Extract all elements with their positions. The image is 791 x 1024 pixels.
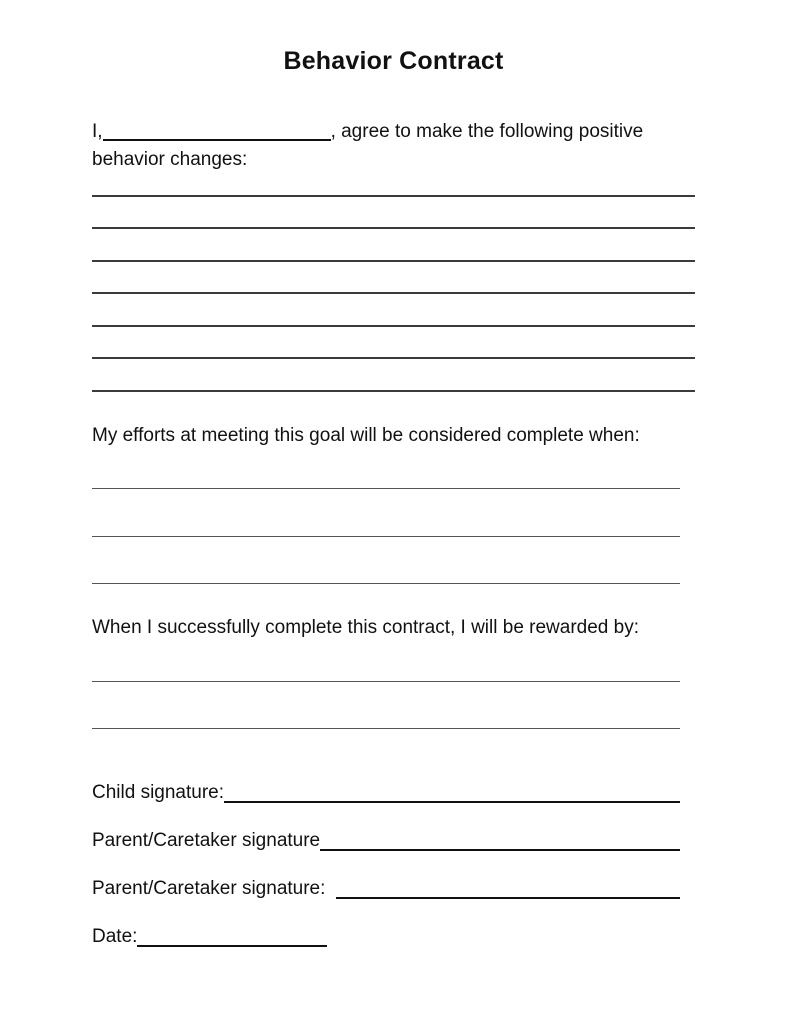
writing-line (92, 294, 695, 327)
reward-heading: When I successfully complete this contract, I will be rewarded by: (92, 617, 640, 638)
writing-line (92, 682, 680, 730)
writing-line (92, 327, 695, 360)
writing-line (92, 359, 695, 392)
parent-signature-row-2 (92, 875, 680, 903)
parent-signature-line-1 (320, 827, 680, 851)
intro-text: , agree to make the following positive behavior changes: (92, 121, 644, 170)
parent-signature-row-1 (92, 827, 680, 855)
date-row (92, 923, 680, 951)
writing-line (92, 489, 680, 537)
completion-criteria-heading: My efforts at meeting this goal will be considered complete when: (92, 424, 640, 446)
intro-prefix: I, (92, 121, 103, 142)
parent-signature-line-2 (336, 875, 680, 899)
parent-signature-label-2: Parent/Caretaker signature: (92, 878, 326, 899)
child-signature-line (224, 779, 680, 803)
completion-criteria-writing-lines (92, 442, 680, 585)
writing-line (92, 229, 695, 262)
name-blank-field (103, 139, 331, 141)
writing-line (92, 262, 695, 295)
child-signature-label: Child signature: (92, 782, 225, 803)
writing-line (92, 537, 680, 585)
page-title: Behavior Contract (283, 47, 504, 75)
date-label: Date: (92, 926, 138, 947)
writing-line (92, 197, 695, 230)
child-signature-row (92, 779, 680, 807)
reward-writing-lines (92, 634, 680, 729)
parent-signature-label-1: Parent/Caretaker signature (92, 830, 321, 851)
date-line (137, 923, 327, 947)
behavior-changes-writing-lines (92, 164, 695, 392)
